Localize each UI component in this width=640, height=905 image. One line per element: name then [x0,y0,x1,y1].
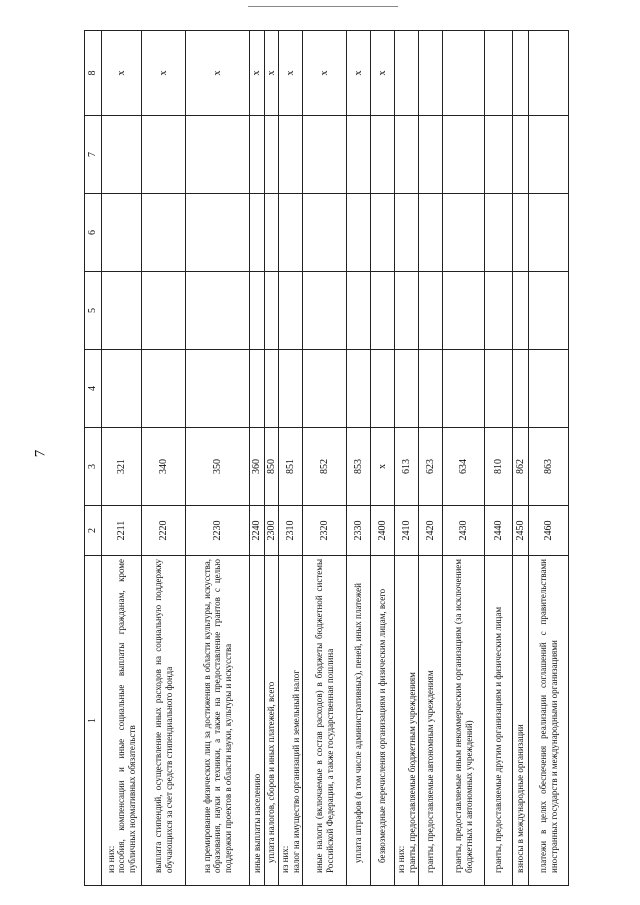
row-value-cell [264,272,279,350]
row-value-cell [529,272,569,350]
row-code-cell: 2400 [371,506,395,556]
row-kbk-cell: 340 [142,428,186,506]
row-code-cell: 2460 [529,506,569,556]
row-mark-cell [529,31,569,116]
row-mark-cell: x [250,31,265,116]
row-value-cell [303,272,347,350]
table-row [443,31,485,886]
table-body [102,31,569,886]
table-row [303,31,347,886]
row-value-cell [443,272,485,350]
row-kbk-cell: 863 [529,428,569,506]
row-value-cell [250,350,265,428]
table-row [395,31,419,886]
row-mark-cell: x [347,31,371,116]
header-cell: 2 [85,506,102,556]
row-value-cell [485,194,513,272]
row-kbk-cell: 634 [443,428,485,506]
row-value-cell [371,272,395,350]
row-name-cell: уплата налогов, сборов и иных платежей, всего [264,556,279,886]
row-value-cell [513,350,529,428]
row-code-cell: 2410 [395,506,419,556]
row-value-cell [371,194,395,272]
row-value-cell [303,116,347,194]
row-value-cell [279,272,303,350]
row-code-cell: 2310 [279,506,303,556]
row-name-cell: выплата стипендий, осуществление иных расходов на социальную поддержку обучающихся за счет средств стипендиального фонда [142,556,186,886]
header-cell: 1 [85,556,102,886]
table-row [250,31,265,886]
row-value-cell [250,272,265,350]
row-value-cell [279,194,303,272]
row-name-cell: из них: налог на имущество организаций и земельный налог [279,556,303,886]
row-name-cell: уплата штрафов (в том числе административных), пеней, иных платежей [347,556,371,886]
row-name-cell: платежи в целях обеспечения реализации соглашений с правительствами иностранных государств и международными организациями [529,556,569,886]
row-value-cell [303,194,347,272]
row-mark-cell [419,31,443,116]
table-row [419,31,443,886]
row-mark-cell: x [264,31,279,116]
row-value-cell [186,194,250,272]
row-value-cell [485,350,513,428]
row-value-cell [419,116,443,194]
row-name-cell: иные выплаты населению [250,556,265,886]
table-row [102,31,142,886]
row-name-cell: гранты, предоставляемые автономным учреждениям [419,556,443,886]
row-name-cell: из них: пособия, компенсации и иные социальные выплаты гражданам, кроме публичных нормативных обязательств [102,556,142,886]
table-row [529,31,569,886]
table-row [485,31,513,886]
row-value-cell [264,350,279,428]
row-value-cell [142,116,186,194]
row-kbk-cell: 360 [250,428,265,506]
row-name-cell: из них: гранты, предоставляемые бюджетным учреждениям [395,556,419,886]
row-mark-cell: x [102,31,142,116]
table-row [347,31,371,886]
row-value-cell [513,194,529,272]
header-cell: 4 [85,350,102,428]
table-row [264,31,279,886]
row-value-cell [142,194,186,272]
row-code-cell: 2320 [303,506,347,556]
row-value-cell [186,116,250,194]
top-rule [248,6,398,7]
row-kbk-cell: 613 [395,428,419,506]
row-value-cell [142,350,186,428]
table-row [186,31,250,886]
header-cell: 3 [85,428,102,506]
row-value-cell [186,350,250,428]
row-kbk-cell: 623 [419,428,443,506]
row-value-cell [485,272,513,350]
row-code-cell: 2300 [264,506,279,556]
row-mark-cell [443,31,485,116]
row-value-cell [347,116,371,194]
header-row [85,31,102,886]
row-value-cell [443,116,485,194]
row-mark-cell [485,31,513,116]
row-kbk-cell: 350 [186,428,250,506]
row-value-cell [395,116,419,194]
row-code-cell: 2450 [513,506,529,556]
row-value-cell [102,194,142,272]
table-row [371,31,395,886]
row-name-cell: гранты, предоставляемые иным некоммерческим организациям (за исключением бюджетных и автономных учреждений) [443,556,485,886]
row-code-cell: 2211 [102,506,142,556]
row-value-cell [371,350,395,428]
row-kbk-cell: 850 [264,428,279,506]
row-mark-cell [513,31,529,116]
row-mark-cell: x [303,31,347,116]
row-kbk-cell: 810 [485,428,513,506]
row-mark-cell: x [142,31,186,116]
page-number: 7 [32,449,49,458]
table-row [142,31,186,886]
row-value-cell [279,116,303,194]
row-kbk-cell: 862 [513,428,529,506]
expenses-table [84,30,569,886]
row-value-cell [250,116,265,194]
row-value-cell [347,194,371,272]
row-mark-cell: x [371,31,395,116]
row-value-cell [419,272,443,350]
row-mark-cell: x [186,31,250,116]
rotated-table-container [84,31,604,886]
header-cell: 8 [85,31,102,116]
row-value-cell [264,194,279,272]
row-kbk-cell: 851 [279,428,303,506]
row-value-cell [513,272,529,350]
row-value-cell [485,116,513,194]
row-code-cell: 2240 [250,506,265,556]
row-value-cell [264,116,279,194]
row-value-cell [142,272,186,350]
row-code-cell: 2440 [485,506,513,556]
header-cell: 5 [85,272,102,350]
row-code-cell: 2330 [347,506,371,556]
row-value-cell [250,194,265,272]
row-mark-cell [395,31,419,116]
row-value-cell [102,116,142,194]
row-kbk-cell: x [371,428,395,506]
row-value-cell [347,272,371,350]
row-kbk-cell: 321 [102,428,142,506]
row-mark-cell: x [279,31,303,116]
row-value-cell [102,272,142,350]
table-row [279,31,303,886]
row-code-cell: 2220 [142,506,186,556]
row-code-cell: 2230 [186,506,250,556]
header-cell: 7 [85,116,102,194]
row-value-cell [395,272,419,350]
row-code-cell: 2420 [419,506,443,556]
row-value-cell [443,350,485,428]
row-kbk-cell: 853 [347,428,371,506]
row-value-cell [395,194,419,272]
row-value-cell [371,116,395,194]
row-value-cell [347,350,371,428]
row-value-cell [186,272,250,350]
row-value-cell [303,350,347,428]
row-value-cell [529,116,569,194]
table-row [513,31,529,886]
row-value-cell [529,194,569,272]
row-value-cell [102,350,142,428]
row-name-cell: на премирование физических лиц за достижения в области культуры, искусства, образования, науки и техники, а также на предоставление грантов с целью поддержки проектов в области науки, культуры и искусства [186,556,250,886]
header-cell: 6 [85,194,102,272]
row-value-cell [419,350,443,428]
row-name-cell: иные налоги (включаемые в состав расходов) в бюджеты бюджетной системы Российской Федерации, а также государственная пошлина [303,556,347,886]
row-value-cell [443,194,485,272]
row-value-cell [529,350,569,428]
row-code-cell: 2430 [443,506,485,556]
row-value-cell [513,116,529,194]
row-kbk-cell: 852 [303,428,347,506]
row-name-cell: взносы в международные организации [513,556,529,886]
row-name-cell: безвозмездные перечисления организациям и физическим лицам, всего [371,556,395,886]
row-name-cell: гранты, предоставляемые другим организациям и физическим лицам [485,556,513,886]
row-value-cell [419,194,443,272]
row-value-cell [395,350,419,428]
row-value-cell [279,350,303,428]
